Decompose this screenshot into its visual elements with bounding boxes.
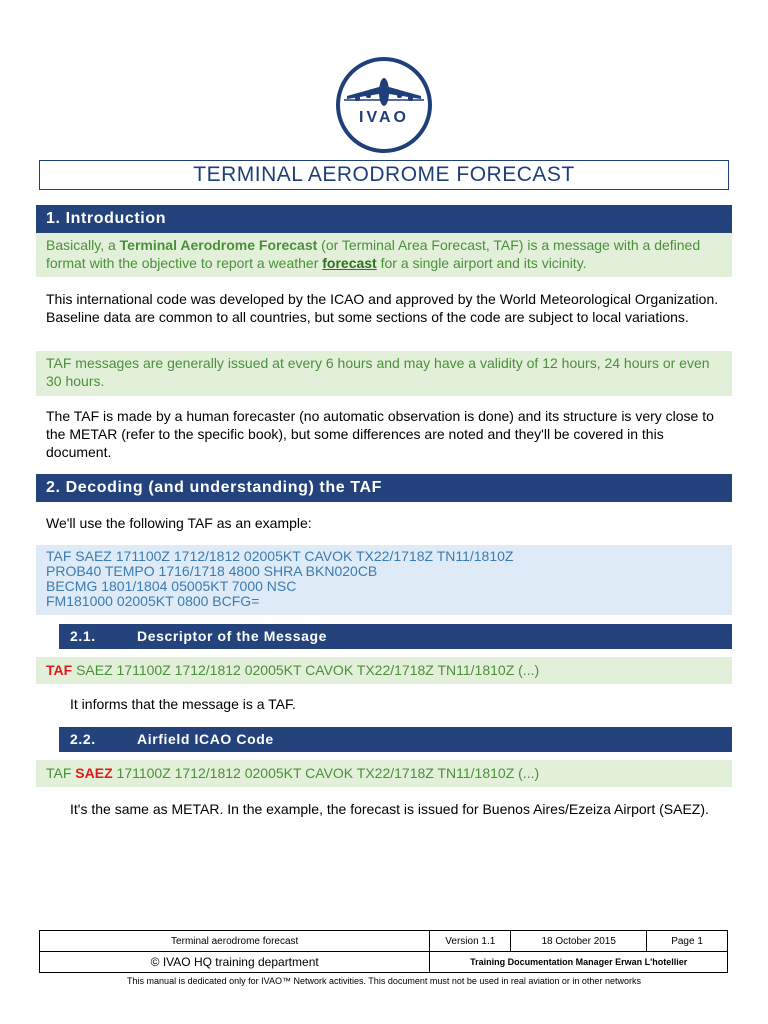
section-heading-decoding: 2. Decoding (and understanding) the TAF — [36, 474, 732, 502]
taf-structure-paragraph: The TAF is made by a human forecaster (no automatic observation is done) and its structure is very close to the METAR (refer to the specific book), but some differences are noted and they'll be covered in this document. — [46, 408, 714, 460]
intro-term-bold: Terminal Aerodrome Forecast — [119, 237, 318, 253]
footer-manager: Training Documentation Manager Erwan L'hotellier — [430, 952, 728, 973]
ivao-logo — [335, 56, 433, 154]
subsection-title: Descriptor of the Message — [137, 628, 328, 644]
logo-text: IVAO — [359, 109, 409, 126]
descriptor-code-box — [36, 657, 732, 684]
descriptor-explanation: It informs that the message is a TAF. — [70, 696, 296, 712]
footer-table — [39, 930, 728, 973]
code-highlight-saez: SAEZ — [75, 765, 113, 781]
intro-highlight-box — [36, 233, 732, 277]
icao-code-explanation: It's the same as METAR. In the example, the forecast is issued for Buenos Aires/Ezeiza Airport (SAEZ). — [70, 801, 709, 817]
subsection-title: Airfield ICAO Code — [137, 731, 274, 747]
subsection-heading-descriptor — [59, 624, 732, 649]
example-line: BECMG 1801/1804 05005KT 7000 NSC — [46, 578, 297, 594]
subsection-number: 2.2. — [70, 731, 96, 747]
code-rest: 171100Z 1712/1812 02005KT CAVOK TX22/1718Z TN11/1810Z (...) — [112, 765, 540, 781]
document-title: TERMINAL AERODROME FORECAST — [39, 160, 729, 190]
footer-version: Version 1.1 — [430, 931, 511, 952]
code-highlight-taf: TAF — [46, 662, 73, 678]
forecast-link[interactable]: forecast — [322, 255, 377, 271]
example-line: PROB40 TEMPO 1716/1718 4800 SHRA BKN020CB — [46, 563, 378, 579]
example-taf-box — [36, 545, 732, 615]
footer-page: Page 1 — [647, 931, 728, 952]
example-line: FM181000 02005KT 0800 BCFG= — [46, 593, 260, 609]
footer-disclaimer: This manual is dedicated only for IVAO™ Network activities. This document must not be used in real aviation or in other networks — [127, 976, 641, 986]
intro-text-3: for a single airport and its vicinity. — [376, 255, 587, 271]
example-line: TAF SAEZ 171100Z 1712/1812 02005KT CAVOK TX22/1718Z TN11/1810Z — [46, 548, 514, 564]
subsection-heading-icao-code — [59, 727, 732, 752]
code-prefix: TAF — [46, 765, 76, 781]
section-heading-introduction: 1. Introduction — [36, 205, 732, 233]
intro-text-2: (or Terminal Area Forecast, TAF) is a message with a defined format with the objective to report a weather — [46, 237, 701, 271]
code-rest: SAEZ 171100Z 1712/1812 02005KT CAVOK TX22/1718Z TN11/1810Z (...) — [72, 662, 540, 678]
footer-date: 18 October 2015 — [511, 931, 647, 952]
subsection-number: 2.1. — [70, 628, 96, 644]
footer-doc-title: Terminal aerodrome forecast — [40, 931, 430, 952]
validity-highlight-box: TAF messages are generally issued at every 6 hours and may have a validity of 12 hours, 24 hours or even 30 hours. — [36, 351, 732, 396]
example-intro: We'll use the following TAF as an example: — [46, 515, 312, 531]
footer-department: © IVAO HQ training department — [40, 952, 430, 973]
icao-paragraph: This international code was developed by the ICAO and approved by the World Meteorological Organization. Baseline data are common to all countries, but some sections of the code are subject to local variations. — [46, 291, 719, 325]
intro-text-1: Basically, a — [46, 237, 120, 253]
icao-code-box — [36, 760, 732, 787]
